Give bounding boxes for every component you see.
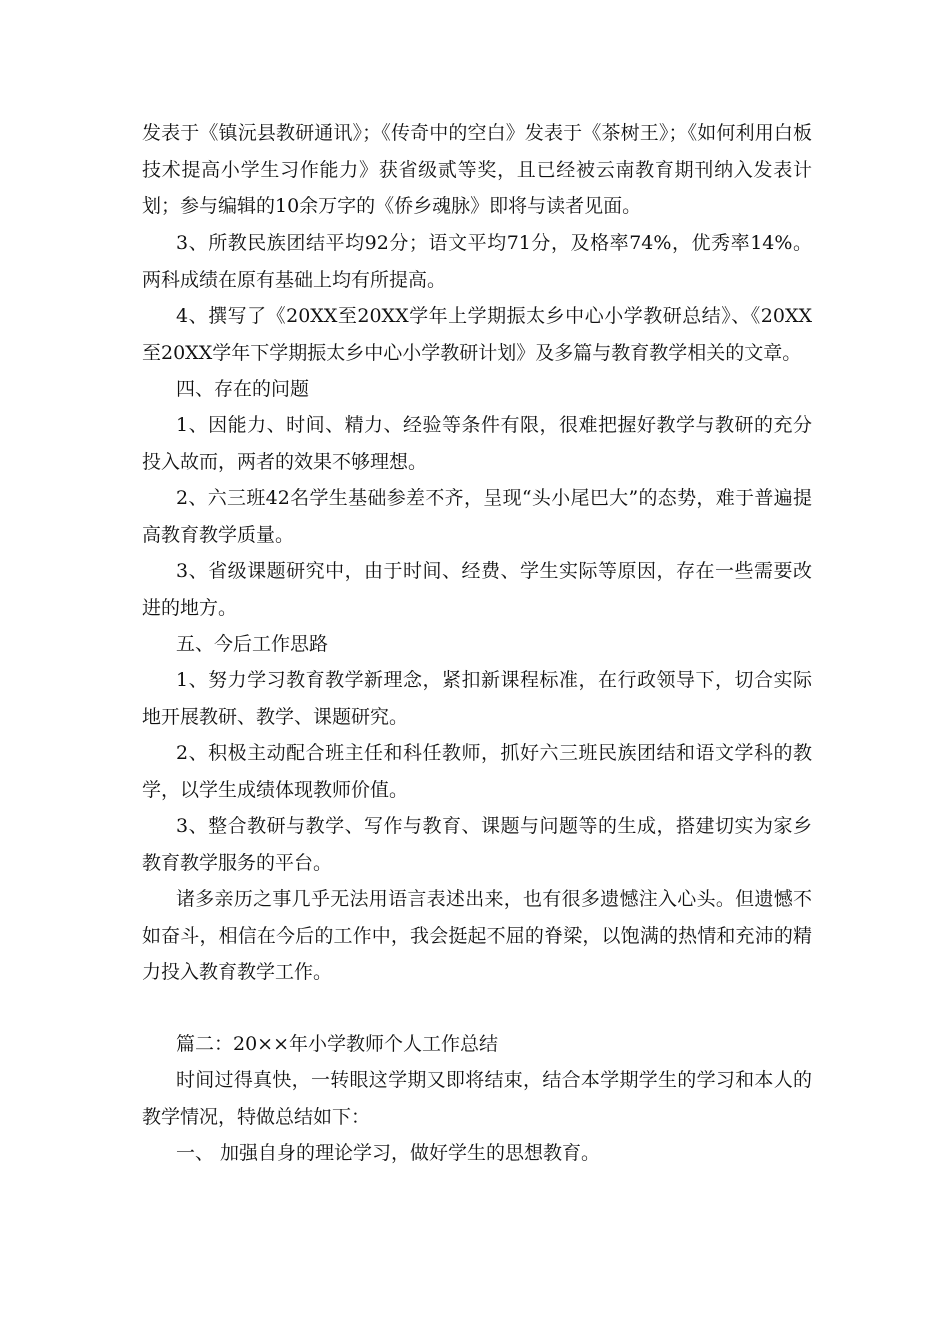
section-heading-theory: 一、 加强自身的理论学习，做好学生的思想教育。 bbox=[176, 1142, 601, 1164]
paragraph-publications: 发表于《镇沅县教研通讯》；《传奇中的空白》发表于《茶树王》；《如何利用白板技术提高小学生习作能力》获省级贰等奖，且已经被云南教育期刊纳入发表计划；参与编辑的10余万字的《侨乡魂脉》即将与读者见面。 bbox=[142, 122, 812, 218]
paragraph-writings: 4、撰写了《20XX至20XX学年上学期振太乡中心小学教研总结》、《20XX至20XX学年下学期振太乡中心小学教研计划》及多篇与教育教学相关的文章。 bbox=[142, 305, 812, 364]
paragraph-scores: 3、所教民族团结平均92分；语文平均71分，及格率74%，优秀率14%。两科成绩在原有基础上均有所提高。 bbox=[142, 232, 812, 291]
paragraph-intro: 时间过得真快，一转眼这学期又即将结束，结合本学期学生的学习和本人的教学情况，特做总结如下： bbox=[142, 1069, 812, 1128]
paragraph-problem-1: 1、因能力、时间、精力、经验等条件有限，很难把握好教学与教研的充分投入故而，两者的效果不够理想。 bbox=[142, 414, 812, 473]
paragraph-problem-2: 2、六三班42名学生基础参差不齐，呈现“头小尾巴大”的态势，难于普遍提高教育教学质量。 bbox=[142, 487, 812, 546]
chapter-title-part-two: 篇二：20××年小学教师个人工作总结 bbox=[176, 1033, 499, 1055]
paragraph-future-2: 2、积极主动配合班主任和科任教师，抓好六三班民族团结和语文学科的教学，以学生成绩体现教师价值。 bbox=[142, 742, 812, 801]
paragraph-problem-3: 3、省级课题研究中，由于时间、经费、学生实际等原因，存在一些需要改进的地方。 bbox=[142, 560, 812, 619]
paragraph-conclusion: 诸多亲历之事几乎无法用语言表述出来，也有很多遗憾注入心头。但遗憾不如奋斗，相信在今后的工作中，我会挺起不屈的脊梁，以饱满的热情和充沛的精力投入教育教学工作。 bbox=[142, 888, 812, 984]
paragraph-future-1: 1、努力学习教育教学新理念，紧扣新课程标准，在行政领导下，切合实际地开展教研、教学、课题研究。 bbox=[142, 669, 812, 728]
section-heading-problems: 四、存在的问题 bbox=[176, 378, 310, 400]
section-heading-future: 五、今后工作思路 bbox=[176, 633, 329, 655]
paragraph-future-3: 3、整合教研与教学、写作与教育、课题与问题等的生成，搭建切实为家乡教育教学服务的平台。 bbox=[142, 815, 812, 874]
